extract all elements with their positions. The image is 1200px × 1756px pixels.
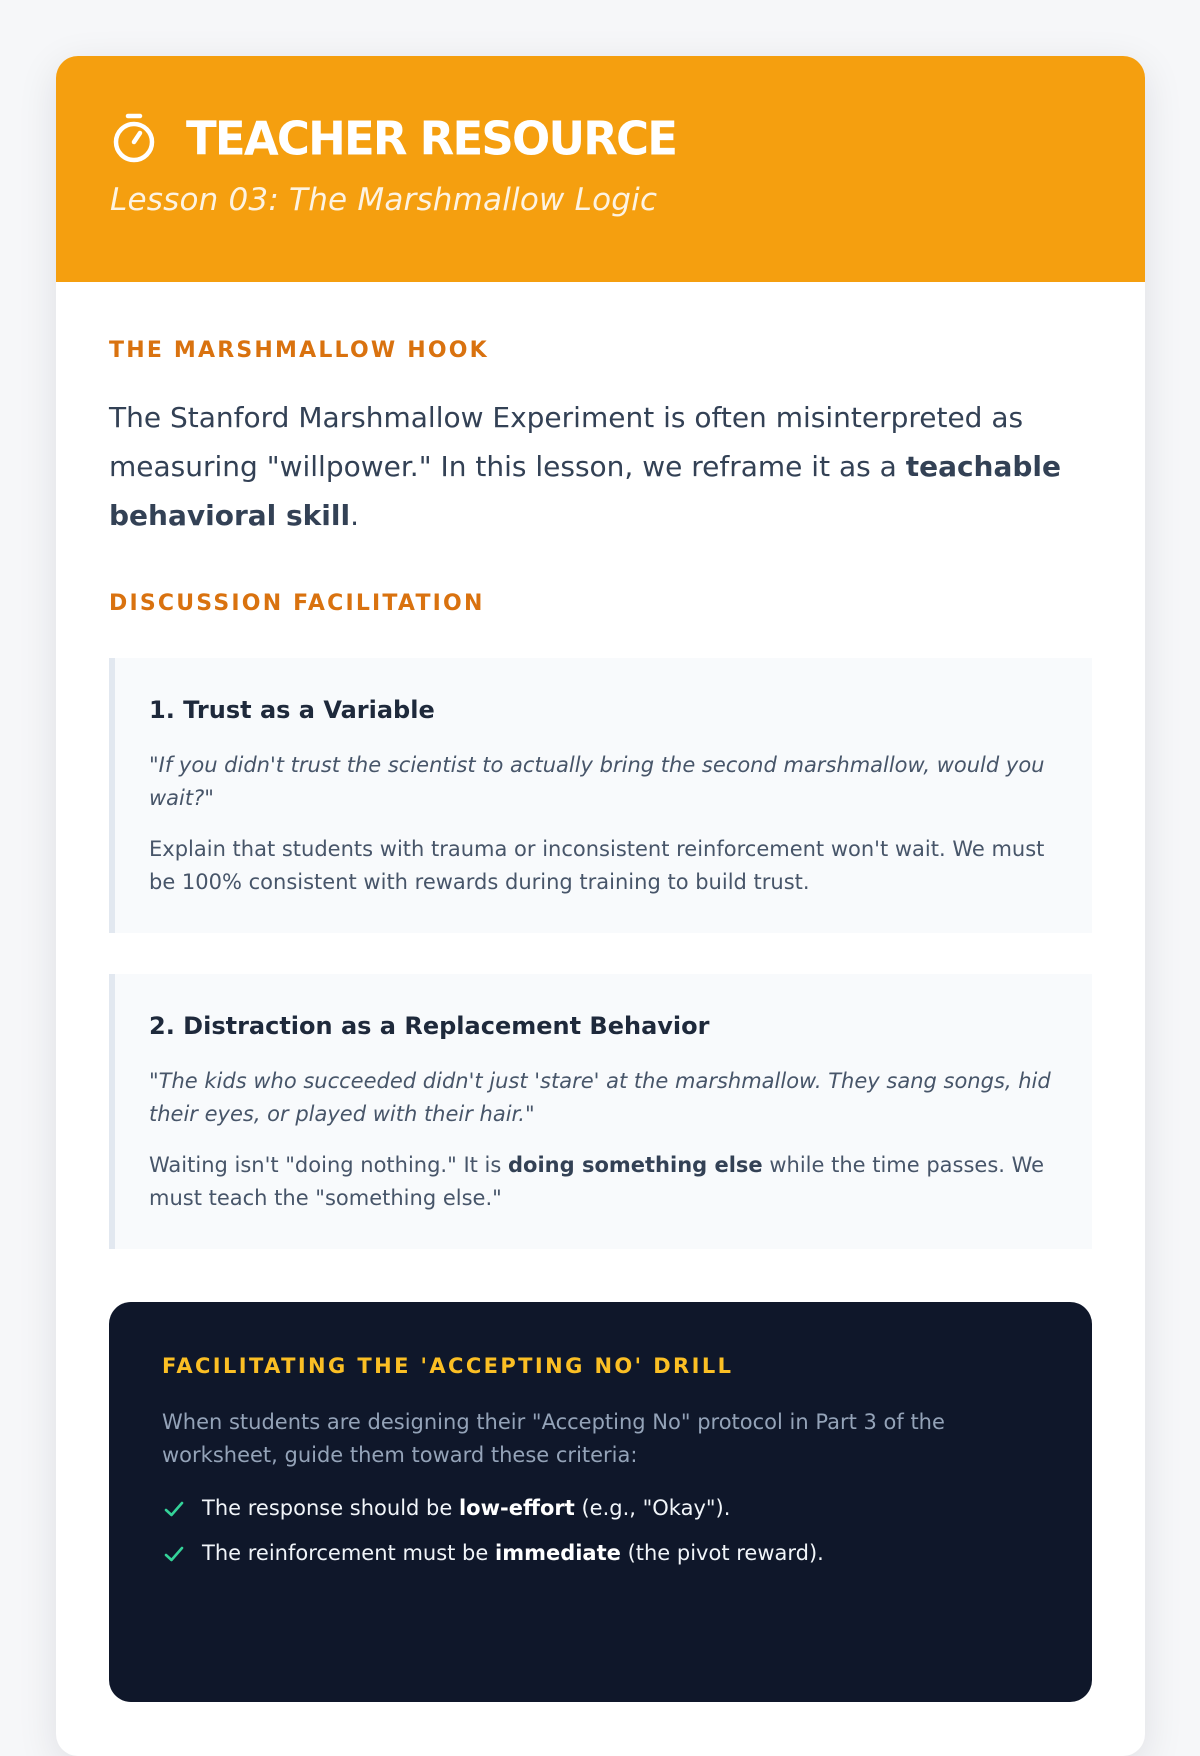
discussion-card bbox=[109, 658, 1092, 933]
discussion-card-title: 1. Trust as a Variable bbox=[149, 696, 435, 724]
discussion-section-label: DISCUSSION FACILITATION bbox=[109, 591, 485, 616]
header-banner bbox=[56, 56, 1145, 282]
lesson-subtitle: Lesson 03: The Marshmallow Logic bbox=[110, 182, 658, 218]
drill-section-label: FACILITATING THE 'ACCEPTING NO' DRILL bbox=[162, 1354, 734, 1378]
criteria-list bbox=[162, 1492, 1039, 1570]
criteria-text-end: (e.g., "Okay"). bbox=[574, 1496, 731, 1520]
page-title: TEACHER RESOURCE bbox=[186, 110, 677, 166]
criteria-text bbox=[202, 1492, 730, 1525]
check-icon bbox=[162, 1497, 186, 1521]
discussion-card-quote: "The kids who succeeded didn't just 'stare' at the marshmallow. They sang songs, hid their eyes, or played with their hair." bbox=[149, 1069, 1051, 1126]
discussion-card-body-emphasis: doing something else bbox=[508, 1153, 763, 1177]
discussion-card-body-end: while the time passes. We must teach the "something else." bbox=[149, 1153, 1045, 1210]
drill-panel bbox=[109, 1302, 1092, 1702]
resource-card bbox=[56, 56, 1145, 1756]
hook-text-end: . bbox=[350, 499, 359, 532]
discussion-card-quote: "If you didn't trust the scientist to actually bring the second marshmallow, would you wait?" bbox=[149, 753, 1045, 810]
hook-text: The Stanford Marshmallow Experiment is often misinterpreted as measuring "willpower." In this lesson, we reframe it as a bbox=[109, 401, 1024, 483]
hook-section-label: THE MARSHMALLOW HOOK bbox=[109, 338, 489, 363]
discussion-card bbox=[109, 974, 1092, 1249]
hook-text-emphasis: teachable behavioral skill bbox=[109, 450, 1062, 532]
criteria-text-start: The reinforcement must be bbox=[202, 1541, 495, 1565]
hook-paragraph bbox=[109, 393, 1092, 540]
drill-description: When students are designing their "Accepting No" protocol in Part 3 of the worksheet, guide them toward these criteria: bbox=[162, 1410, 945, 1467]
stopwatch-icon bbox=[110, 112, 158, 164]
criteria-text bbox=[202, 1537, 824, 1570]
discussion-card-body-text: Explain that students with trauma or inconsistent reinforcement won't wait. We must be 100% consistent with rewards during training to build trust. bbox=[149, 837, 1045, 894]
criteria-text-start: The response should be bbox=[202, 1496, 459, 1520]
discussion-card-body bbox=[149, 833, 1058, 899]
discussion-card-title: 2. Distraction as a Replacement Behavior bbox=[149, 1012, 710, 1040]
discussion-card-body-text: Waiting isn't "doing nothing." It is bbox=[149, 1153, 508, 1177]
discussion-card-body bbox=[149, 1149, 1058, 1215]
criteria-item bbox=[162, 1537, 1039, 1570]
criteria-text-emphasis: low-effort bbox=[458, 1496, 575, 1520]
criteria-item bbox=[162, 1492, 1039, 1525]
title-row bbox=[110, 108, 1091, 168]
check-icon bbox=[162, 1542, 186, 1566]
content-area bbox=[56, 282, 1145, 1702]
criteria-text-end: (the pivot reward). bbox=[620, 1541, 824, 1565]
criteria-text-emphasis: immediate bbox=[495, 1541, 621, 1565]
